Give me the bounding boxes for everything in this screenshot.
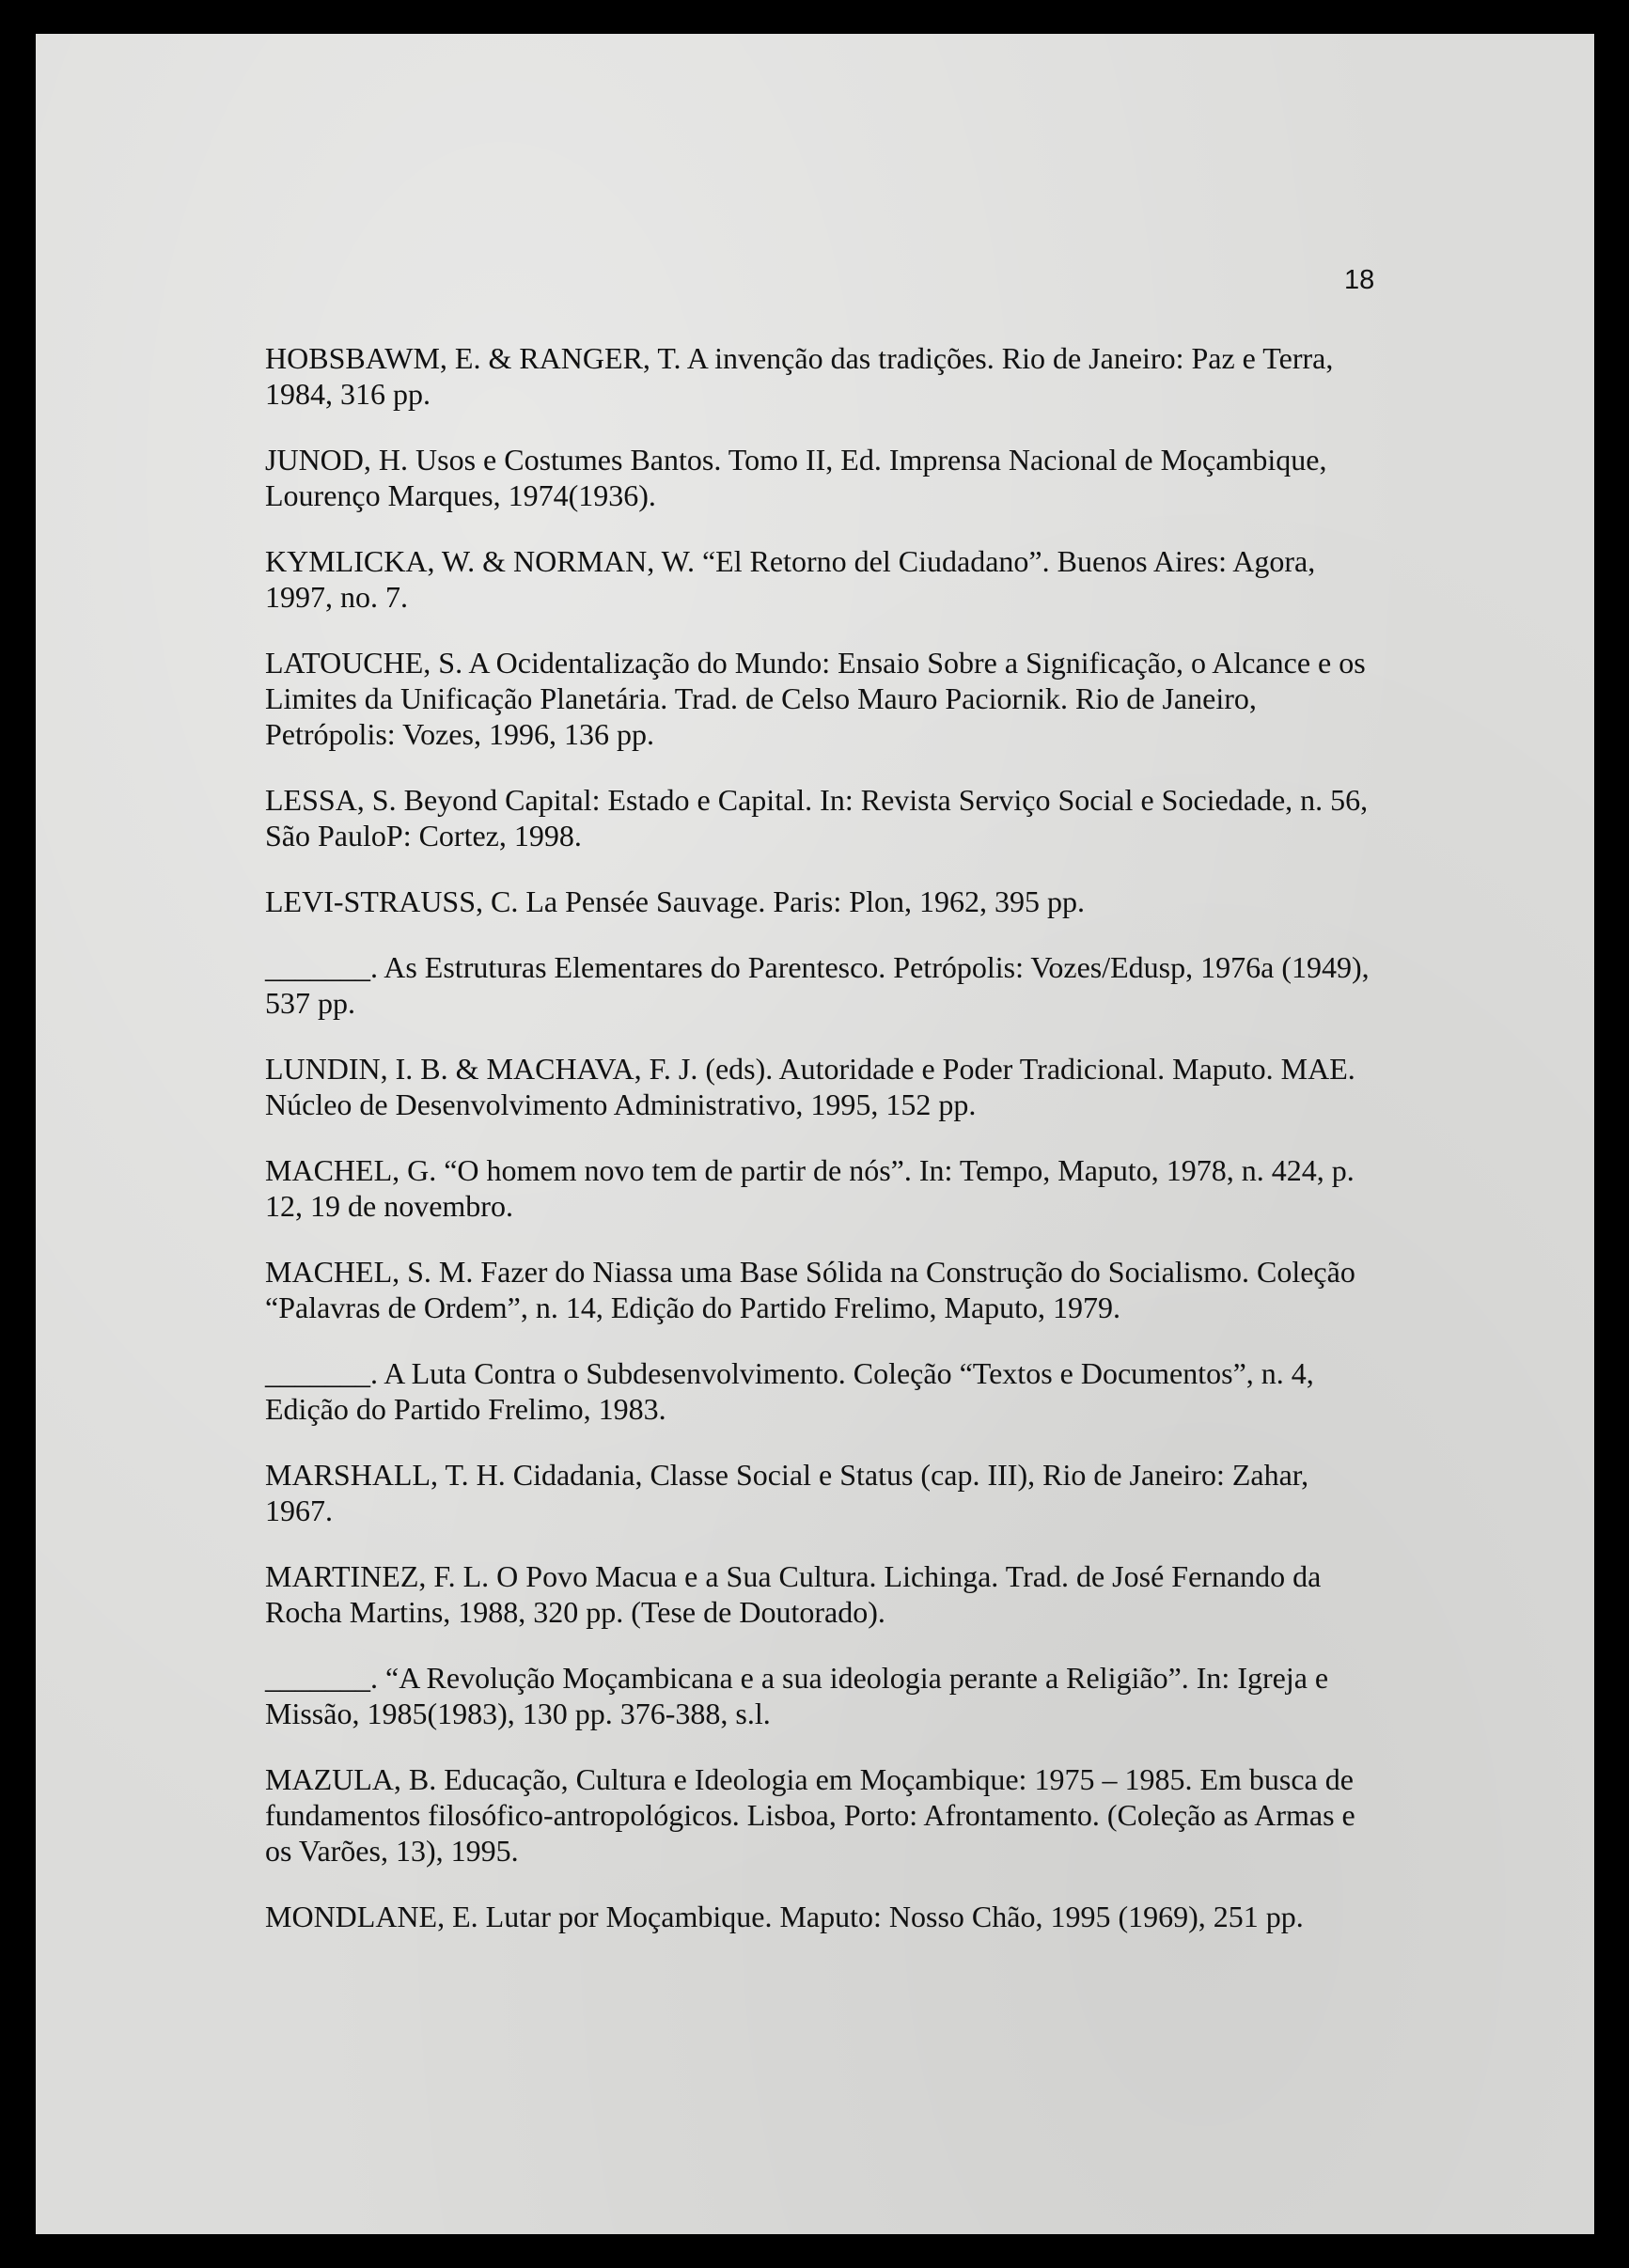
bibliography-list xyxy=(265,340,1374,1964)
reference-entry: _______. As Estruturas Elementares do Parentesco. Petrópolis: Vozes/Edusp, 1976a (1949), 537 pp. xyxy=(265,950,1370,1020)
reference-entry: _______. A Luta Contra o Subdesenvolvimento. Coleção “Textos e Documentos”, n. 4, Edição do Partido Frelimo, 1983. xyxy=(265,1356,1314,1426)
reference-entry: MARSHALL, T. H. Cidadania, Classe Social e Status (cap. III), Rio de Janeiro: Zahar, 1967. xyxy=(265,1458,1309,1527)
reference-entry: LATOUCHE, S. A Ocidentalização do Mundo: Ensaio Sobre a Significação, o Alcance e os Limites da Unificação Planetária. Trad. de Celso Mauro Paciornik. Rio de Janeiro, Petrópolis: Vozes, 1996, 136 pp. xyxy=(265,646,1366,751)
reference-entry: LUNDIN, I. B. & MACHAVA, F. J. (eds). Autoridade e Poder Tradicional. Maputo. MAE. Núcleo de Desenvolvimento Administrativo, 1995, 152 pp. xyxy=(265,1052,1355,1121)
reference-entry: MONDLANE, E. Lutar por Moçambique. Maputo: Nosso Chão, 1995 (1969), 251 pp. xyxy=(265,1900,1304,1933)
reference-entry: HOBSBAWM, E. & RANGER, T. A invenção das tradições. Rio de Janeiro: Paz e Terra, 1984, 316 pp. xyxy=(265,341,1334,411)
reference-entry: KYMLICKA, W. & NORMAN, W. “El Retorno del Ciudadano”. Buenos Aires: Agora, 1997, no. 7. xyxy=(265,544,1316,614)
document-page xyxy=(36,34,1594,2234)
reference-entry: MACHEL, S. M. Fazer do Niassa uma Base Sólida na Construção do Socialismo. Coleção “Palavras de Ordem”, n. 14, Edição do Partido Frelimo, Maputo, 1979. xyxy=(265,1255,1355,1324)
reference-entry: LESSA, S. Beyond Capital: Estado e Capital. In: Revista Serviço Social e Sociedade, n. 56, São PauloP: Cortez, 1998. xyxy=(265,783,1369,852)
reference-entry: _______. “A Revolução Moçambicana e a sua ideologia perante a Religião”. In: Igreja e Missão, 1985(1983), 130 pp. 376-388, s.l. xyxy=(265,1661,1329,1730)
reference-entry: MARTINEZ, F. L. O Povo Macua e a Sua Cultura. Lichinga. Trad. de José Fernando da Rocha Martins, 1988, 320 pp. (Tese de Doutorado). xyxy=(265,1559,1322,1629)
reference-entry: LEVI-STRAUSS, C. La Pensée Sauvage. Paris: Plon, 1962, 395 pp. xyxy=(265,884,1085,918)
reference-entry: MACHEL, G. “O homem novo tem de partir de nós”. In: Tempo, Maputo, 1978, n. 424, p. 12, 19 de novembro. xyxy=(265,1153,1355,1223)
page-number: 18 xyxy=(1344,265,1375,295)
reference-entry: MAZULA, B. Educação, Cultura e Ideologia em Moçambique: 1975 – 1985. Em busca de fundamentos filosófico-antropológicos. Lisboa, Porto: Afrontamento. (Coleção as Armas e os Varões, 13), 1995. xyxy=(265,1762,1355,1868)
reference-entry: JUNOD, H. Usos e Costumes Bantos. Tomo II, Ed. Imprensa Nacional de Moçambique, Lourenço Marques, 1974(1936). xyxy=(265,443,1327,512)
